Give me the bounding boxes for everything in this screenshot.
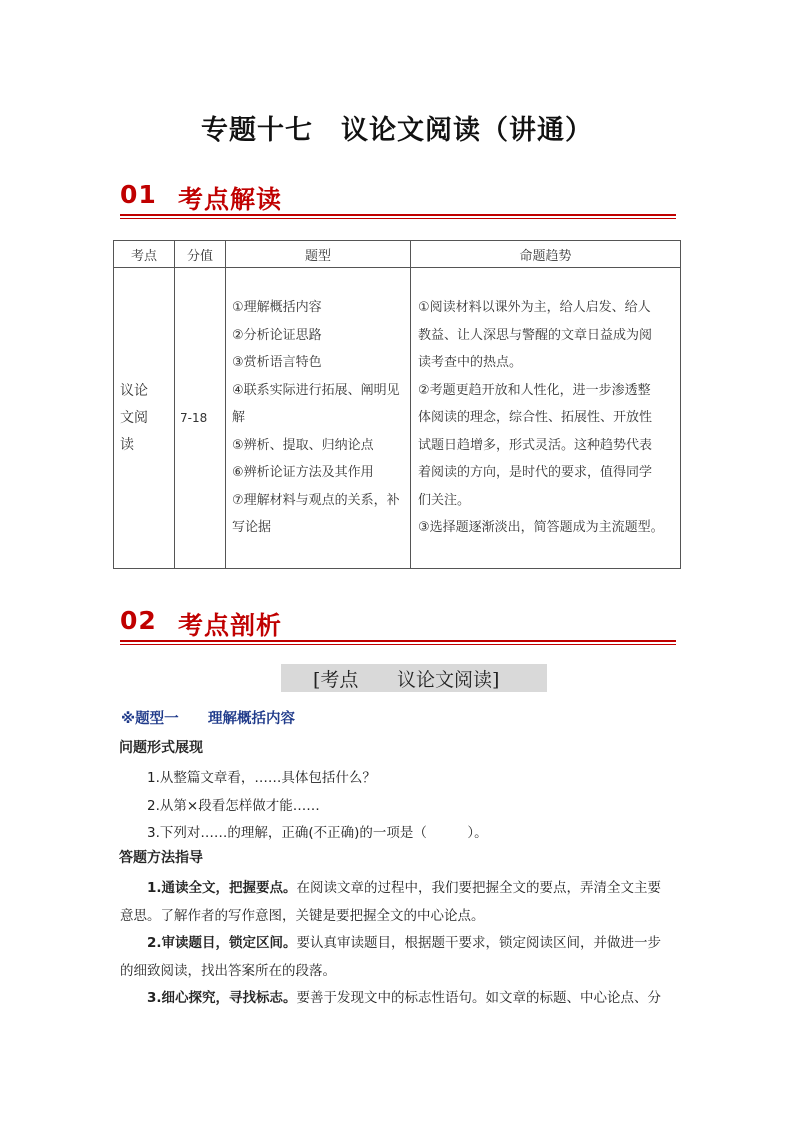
method-heading: 答题方法指导 [119, 850, 203, 866]
type-item: ②分析论证思路 [232, 327, 322, 343]
type-item: 写论据 [232, 520, 272, 536]
types-cell [226, 268, 411, 569]
header-cell: 命题趋势 [411, 241, 681, 268]
method-paragraph-1 [147, 876, 661, 896]
method-point-title: 2.审读题目，锁定区间。 [147, 935, 297, 951]
method-paragraph-2-cont: 的细致阅读，找出答案所在的段落。 [120, 963, 336, 979]
method-point-text: 在阅读文章的过程中，我们要把握全文的要点，弄清全文主要 [296, 880, 662, 896]
banner-topic: 议论文阅读] [397, 669, 500, 691]
exam-points-table [113, 240, 681, 569]
type-item: ⑤辨析、提取、归纳论点 [232, 437, 374, 453]
section-number: 01 [120, 180, 157, 209]
table-header-row [114, 241, 681, 268]
method-point-title: 1.通读全文，把握要点。 [147, 880, 297, 896]
method-point-text: 要认真审读题目，根据题干要求，锁定阅读区间，并做进一步 [296, 935, 662, 951]
trend-line: 们关注。 [418, 492, 471, 508]
trend-line: 着阅读的方向，是时代的要求，值得同学 [418, 465, 653, 481]
trend-line: ①阅读材料以课外为主，给人启发、给人 [418, 300, 651, 316]
topic-banner [281, 664, 547, 692]
header-cell: 分值 [175, 241, 226, 268]
banner-open: [考点 [313, 669, 359, 691]
trend-line: ③选择题逐渐淡出，简答题成为主流题型。 [418, 520, 664, 536]
question-type-heading [121, 707, 295, 728]
form-item: 1.从整篇文章看，……具体包括什么？ [147, 770, 376, 786]
type-item: ③赏析语言特色 [232, 355, 322, 371]
trend-line: 体阅读的理念，综合性、拓展性、开放性 [418, 410, 653, 426]
section-title: 考点解读 [178, 185, 283, 214]
section-title: 考点剖析 [178, 611, 283, 640]
method-paragraph-1-cont: 意思。了解作者的写作意图，关键是要把握全文的中心论点。 [120, 908, 485, 924]
topic-line: 读 [120, 436, 134, 453]
trend-line: 读考查中的热点。 [418, 355, 523, 371]
type-item: ①理解概括内容 [232, 300, 322, 316]
form-heading: 问题形式展现 [119, 740, 203, 756]
trends-cell [411, 268, 681, 569]
method-point-title: 3.细心探究，寻找标志。 [147, 990, 297, 1006]
trend-line: ②考题更趋开放和人性化，进一步渗透整 [418, 382, 651, 398]
section-rule-thin [120, 644, 676, 645]
page-title: 专题十七 议论文阅读（讲通） [201, 115, 593, 146]
question-type-label: ※题型一 [121, 711, 179, 727]
form-item: 3.下列对……的理解，正确(不正确)的一项是（ ）。 [147, 825, 488, 841]
topic-line: 议论 [120, 382, 148, 399]
section-rule-thin [120, 218, 676, 219]
form-item: 2.从第×段看怎样做才能…… [147, 798, 320, 814]
table-row [114, 268, 681, 569]
header-cell: 题型 [226, 241, 411, 268]
section-number: 02 [120, 606, 157, 635]
type-item: ⑦理解材料与观点的关系，补 [232, 492, 400, 508]
type-item: 解 [232, 410, 246, 426]
score-cell: 7-18 [175, 268, 226, 569]
trend-line: 教益、让人深思与警醒的文章日益成为阅 [418, 327, 653, 343]
topic-line: 文阅 [120, 409, 148, 426]
trend-line: 试题日趋增多，形式灵活。这种趋势代表 [418, 437, 653, 453]
section-rule [120, 640, 676, 642]
method-point-text: 要善于发现文中的标志性语句。如文章的标题、中心论点、分 [296, 990, 662, 1006]
method-paragraph-3 [147, 986, 661, 1006]
type-item: ④联系实际进行拓展、阐明见 [232, 382, 400, 398]
question-type-title: 理解概括内容 [208, 711, 295, 727]
header-cell: 考点 [114, 241, 175, 268]
type-item: ⑥辨析论证方法及其作用 [232, 465, 374, 481]
section-rule [120, 214, 676, 216]
method-paragraph-2 [147, 931, 661, 951]
topic-cell [114, 268, 175, 569]
